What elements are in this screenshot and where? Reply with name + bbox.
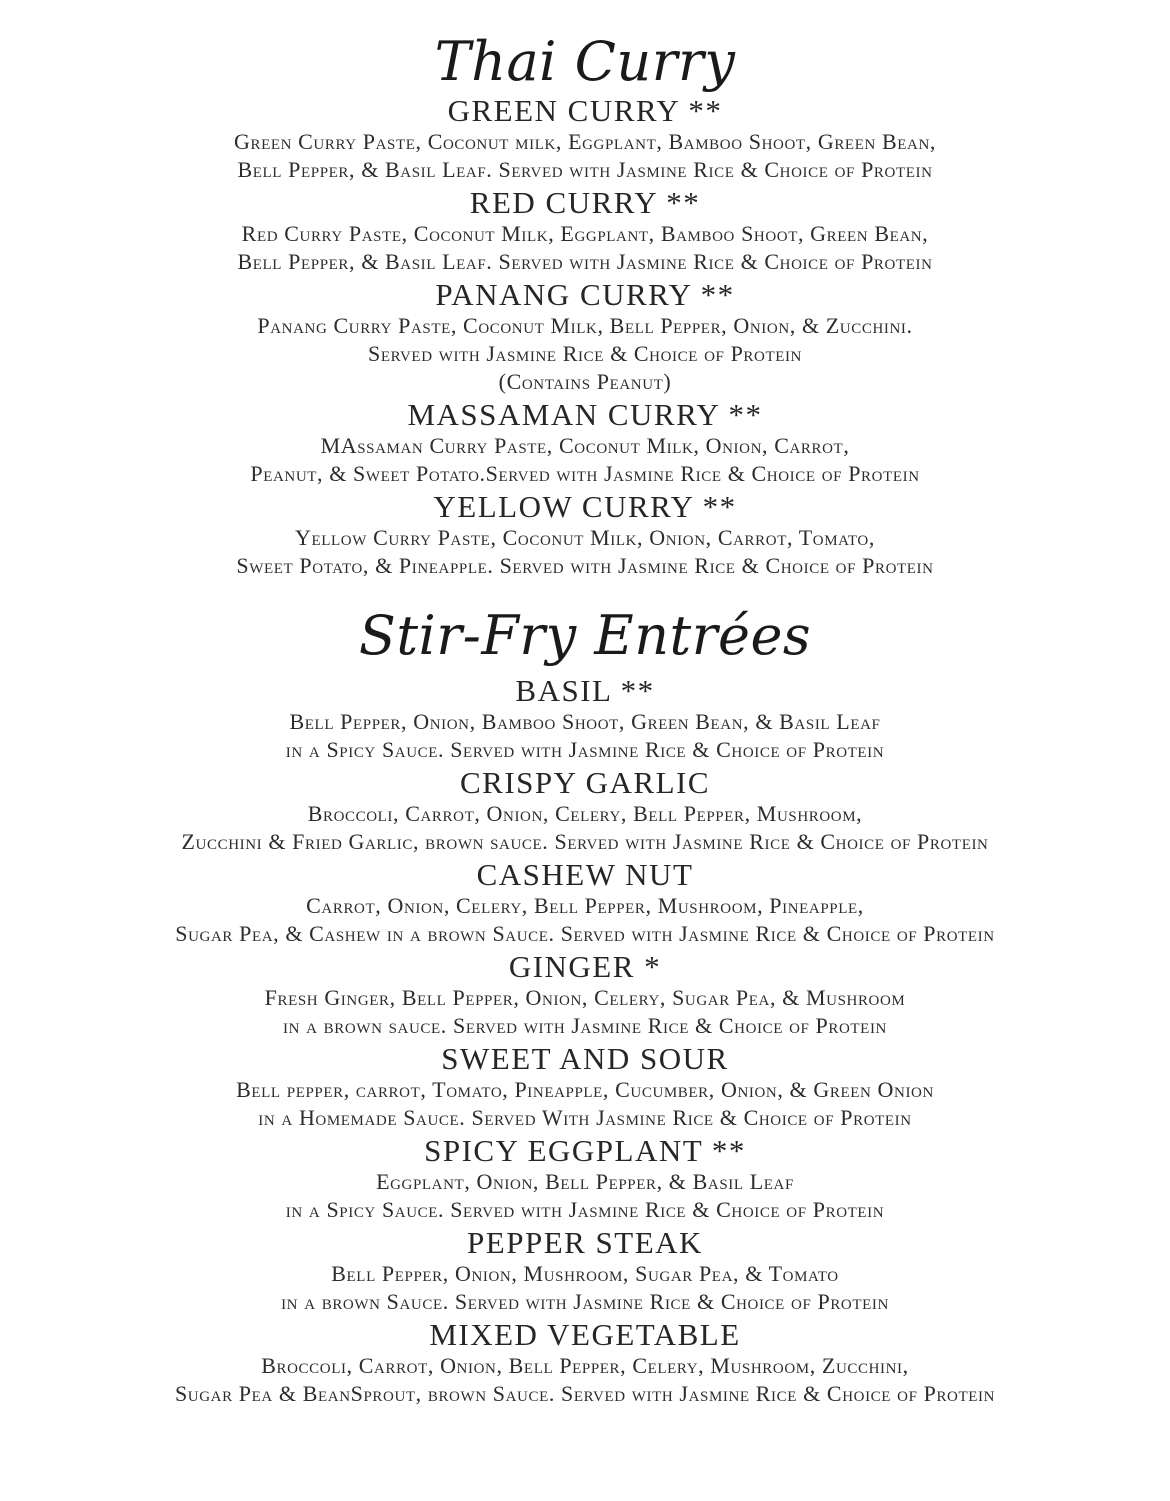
menu-item <box>0 950 1170 1040</box>
menu-item-description <box>0 800 1170 856</box>
menu-item-name: GREEN CURRY ** <box>447 93 723 128</box>
menu-item <box>0 858 1170 948</box>
menu-item-name: PANANG CURRY ** <box>435 277 735 312</box>
section-title-stir-fry: Stir-Fry Entrées <box>358 604 812 667</box>
menu-item-description <box>0 708 1170 764</box>
menu-item-name: CRISPY GARLIC <box>459 765 711 800</box>
description-line: Eggplant, Onion, Bell Pepper, & Basil Leaf <box>376 1169 794 1194</box>
description-line: Panang Curry Paste, Coconut Milk, Bell Pepper, Onion, & Zucchini. <box>257 313 913 338</box>
description-line: Bell Pepper, Onion, Bamboo Shoot, Green Bean, & Basil Leaf <box>289 709 881 734</box>
description-line: Served with Jasmine Rice & Choice of Protein <box>368 341 802 366</box>
menu-item-name: MIXED VEGETABLE <box>429 1317 741 1352</box>
description-line: in a Spicy Sauce. Served with Jasmine Rice & Choice of Protein <box>285 737 885 762</box>
menu-item-name: BASIL ** <box>515 673 655 708</box>
menu-item <box>0 1318 1170 1408</box>
description-line: Sugar Pea, & Cashew in a brown Sauce. Served with Jasmine Rice & Choice of Protein <box>175 921 995 946</box>
description-line: Green Curry Paste, Coconut milk, Eggplant, Bamboo Shoot, Green Bean, <box>233 129 936 154</box>
description-line: Bell Pepper, & Basil Leaf. Served with Jasmine Rice & Choice of Protein <box>237 157 933 182</box>
description-line: Sugar Pea & BeanSprout, brown Sauce. Served with Jasmine Rice & Choice of Protein <box>174 1381 996 1406</box>
menu-item <box>0 1134 1170 1224</box>
menu-item-description <box>0 128 1170 184</box>
description-line: Fresh Ginger, Bell Pepper, Onion, Celery, Sugar Pea, & Mushroom <box>264 985 906 1010</box>
description-line: (Contains Peanut) <box>498 369 672 394</box>
menu-item <box>0 1226 1170 1316</box>
description-line: Yellow Curry Paste, Coconut Milk, Onion, Carrot, Tomato, <box>295 525 875 550</box>
menu-item <box>0 398 1170 488</box>
menu-item <box>0 94 1170 184</box>
menu-item <box>0 766 1170 856</box>
menu-item-description <box>0 524 1170 580</box>
menu-item <box>0 1042 1170 1132</box>
description-line: in a Homemade Sauce. Served With Jasmine Rice & Choice of Protein <box>258 1105 912 1130</box>
menu-item-description <box>0 1168 1170 1224</box>
menu-item-name: MASSAMAN CURRY ** <box>407 397 763 432</box>
section-title-thai-curry: Thai Curry <box>434 30 736 93</box>
description-line: Bell Pepper, Onion, Mushroom, Sugar Pea, & Tomato <box>331 1261 839 1286</box>
description-line: Sweet Potato, & Pineapple. Served with Jasmine Rice & Choice of Protein <box>236 553 934 578</box>
menu-item <box>0 186 1170 276</box>
menu-item-name: GINGER * <box>508 949 662 984</box>
description-line: in a brown Sauce. Served with Jasmine Rice & Choice of Protein <box>281 1289 889 1314</box>
thai-curry-list <box>0 94 1170 580</box>
menu-item-name: SPICY EGGPLANT ** <box>424 1133 746 1168</box>
description-line: Broccoli, Carrot, Onion, Celery, Bell Pepper, Mushroom, <box>307 801 863 826</box>
menu-item-description <box>0 984 1170 1040</box>
description-line: Bell Pepper, & Basil Leaf. Served with Jasmine Rice & Choice of Protein <box>237 249 933 274</box>
description-line: Carrot, Onion, Celery, Bell Pepper, Mushroom, Pineapple, <box>306 893 864 918</box>
menu-item-name: SWEET AND SOUR <box>441 1041 729 1076</box>
menu-item-description <box>0 1352 1170 1408</box>
menu-item-description <box>0 1260 1170 1316</box>
description-line: in a brown sauce. Served with Jasmine Rice & Choice of Protein <box>283 1013 887 1038</box>
menu-item-description <box>0 1076 1170 1132</box>
menu-item <box>0 674 1170 764</box>
description-line: Peanut, & Sweet Potato.Served with Jasmine Rice & Choice of Protein <box>250 461 920 486</box>
menu-item <box>0 490 1170 580</box>
menu-item <box>0 278 1170 396</box>
menu-item-description <box>0 312 1170 396</box>
menu-item-description <box>0 432 1170 488</box>
menu-item-name: PEPPER STEAK <box>467 1225 703 1260</box>
description-line: Bell pepper, carrot, Tomato, Pineapple, Cucumber, Onion, & Green Onion <box>236 1077 934 1102</box>
menu-item-name: RED CURRY ** <box>469 185 701 220</box>
stir-fry-list <box>0 674 1170 1408</box>
description-line: Zucchini & Fried Garlic, brown sauce. Served with Jasmine Rice & Choice of Protein <box>181 829 989 854</box>
menu-item-description <box>0 892 1170 948</box>
menu-item-name: YELLOW CURRY ** <box>433 489 737 524</box>
menu-item-name: CASHEW NUT <box>476 857 694 892</box>
description-line: MAssaman Curry Paste, Coconut Milk, Onion, Carrot, <box>320 433 850 458</box>
description-line: Red Curry Paste, Coconut Milk, Eggplant, Bamboo Shoot, Green Bean, <box>241 221 929 246</box>
description-line: in a Spicy Sauce. Served with Jasmine Rice & Choice of Protein <box>285 1197 885 1222</box>
menu-item-description <box>0 220 1170 276</box>
description-line: Broccoli, Carrot, Onion, Bell Pepper, Celery, Mushroom, Zucchini, <box>261 1353 909 1378</box>
